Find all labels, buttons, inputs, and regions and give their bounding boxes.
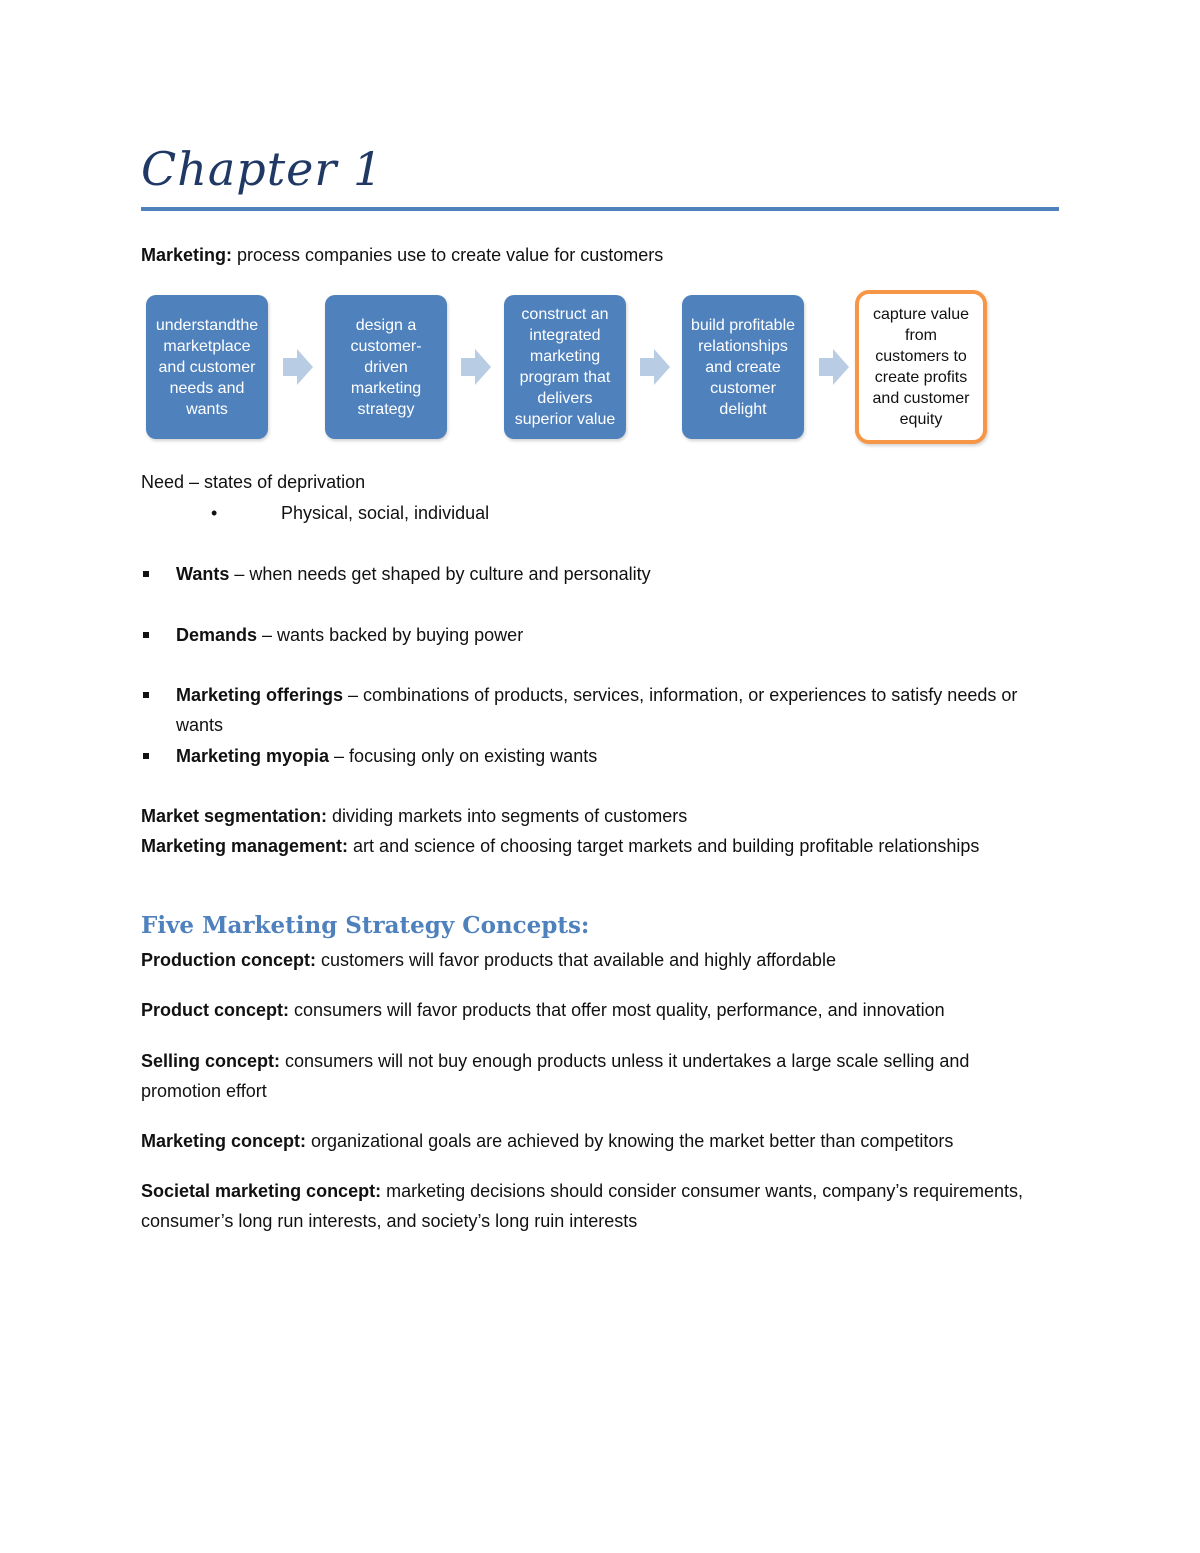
right-arrow-icon [283, 349, 313, 385]
concept-marketing [141, 1126, 1041, 1156]
item-text: consumers will favor products that offer most quality, performance, and innovation [289, 1000, 945, 1020]
concept-selling [141, 1046, 1041, 1106]
item-text: – wants backed by buying power [257, 625, 524, 645]
item-text: – combinations of products, services, information, or experiences to satisfy needs or wants [176, 685, 1018, 735]
process-step-1: understandthe marketplace and customer needs and wants [146, 295, 268, 439]
market-segmentation-definition [141, 801, 1041, 831]
definition-item-demands [176, 620, 1056, 650]
item-term: Selling concept: [141, 1051, 281, 1071]
concept-production [141, 945, 1041, 975]
item-text: art and science of choosing target markets and building profitable relationships [348, 836, 980, 856]
item-text: – when needs get shaped by culture and personality [229, 564, 651, 584]
section-heading: Five Marketing Strategy Concepts: [141, 912, 590, 939]
item-term: Marketing management: [141, 836, 349, 856]
item-term: Market segmentation: [141, 806, 328, 826]
item-term: Demands [176, 625, 258, 645]
process-step-2: design a customer-driven marketing strategy [325, 295, 447, 439]
chapter-title: Chapter 1 [141, 142, 384, 196]
title-underline [141, 207, 1059, 211]
item-term: Production concept: [141, 950, 316, 970]
right-arrow-icon [640, 349, 670, 385]
bullet-icon: • [211, 503, 218, 523]
process-step-4: build profitable relationships and create customer delight [682, 295, 804, 439]
marketing-definition [141, 240, 663, 270]
definition-text: process companies use to create value for customers [232, 245, 664, 265]
item-term: Marketing concept: [141, 1131, 307, 1151]
item-text: customers will favor products that available and highly affordable [316, 950, 836, 970]
definition-item-wants [176, 559, 1056, 589]
item-text: consumers will not buy enough products unless it undertakes a large scale selling and promotion effort [141, 1051, 970, 1101]
marketing-process-diagram [141, 287, 1001, 449]
item-term: Marketing myopia [176, 746, 330, 766]
right-arrow-icon [461, 349, 491, 385]
item-text: marketing decisions should consider consumer wants, company’s requirements, consumer’s long run interests, and society’s long ruin interests [141, 1181, 1024, 1231]
need-definition: Need – states of deprivation [141, 472, 366, 492]
square-bullet-icon [143, 632, 149, 638]
process-step-5-highlighted: capture value from customers to create profits and customer equity [855, 290, 987, 444]
item-term: Product concept: [141, 1000, 290, 1020]
process-step-3: construct an integrated marketing program that delivers superior value [504, 295, 626, 439]
need-types: Physical, social, individual [281, 503, 490, 523]
item-text: dividing markets into segments of customers [327, 806, 688, 826]
square-bullet-icon [143, 692, 149, 698]
item-term: Marketing offerings [176, 685, 344, 705]
item-text: organizational goals are achieved by knowing the market better than competitors [306, 1131, 954, 1151]
definition-item-myopia [176, 741, 1056, 771]
concept-product [141, 995, 1041, 1025]
right-arrow-icon [819, 349, 849, 385]
concept-societal-marketing [141, 1176, 1041, 1236]
square-bullet-icon [143, 753, 149, 759]
marketing-management-definition [141, 831, 1041, 861]
item-text: – focusing only on existing wants [329, 746, 598, 766]
square-bullet-icon [143, 571, 149, 577]
item-term: Wants [176, 564, 230, 584]
definition-term: Marketing: [141, 245, 233, 265]
definition-item-offerings [176, 680, 1056, 740]
item-term: Societal marketing concept: [141, 1181, 382, 1201]
